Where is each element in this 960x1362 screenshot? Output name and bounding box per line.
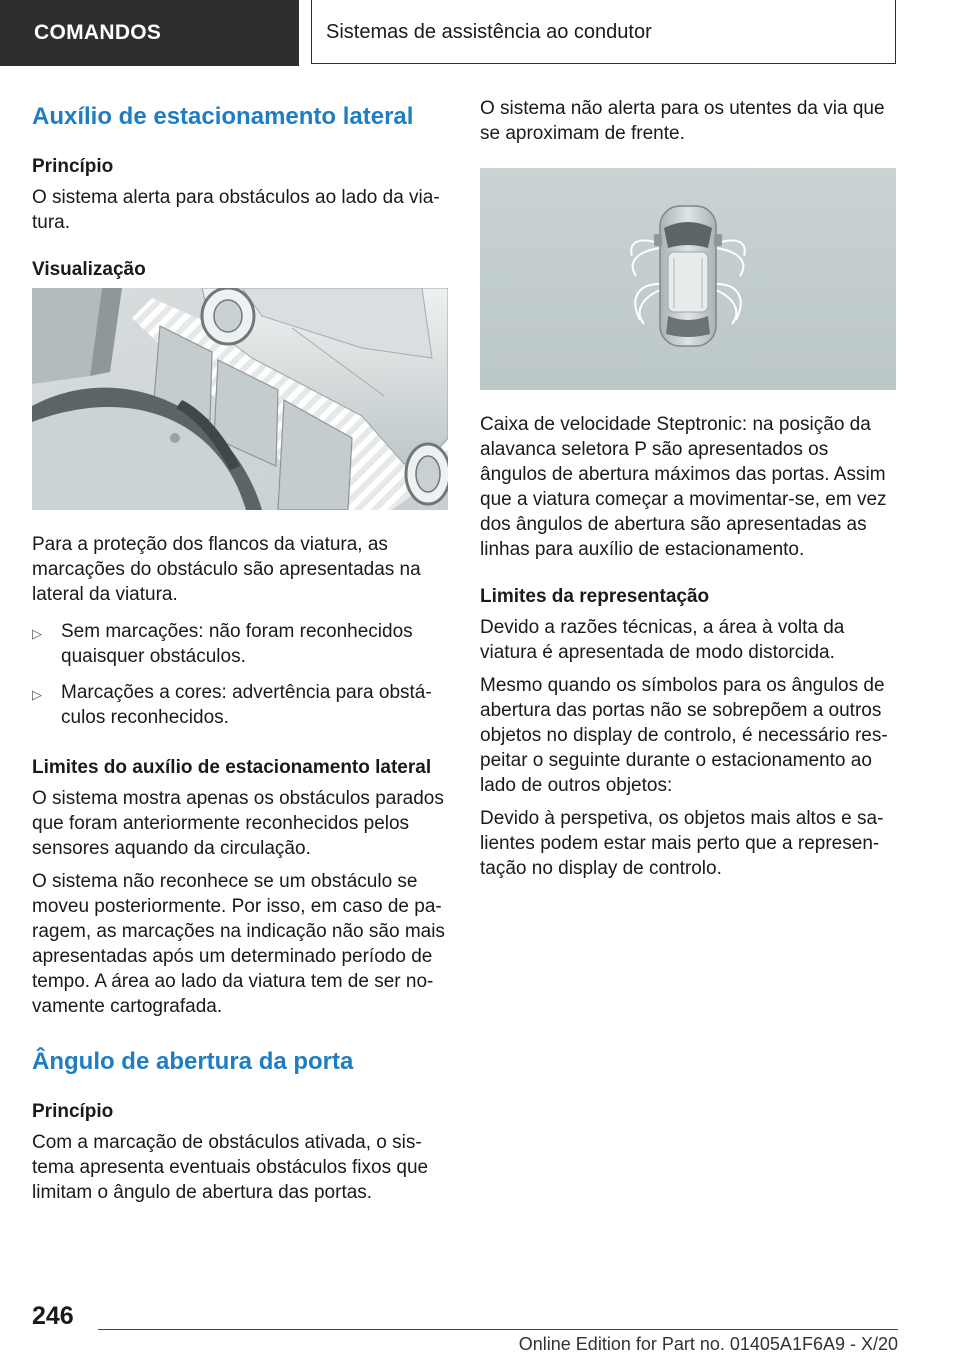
body-text: O sistema não alerta para os utentes da via que se aproximam de frente. — [480, 98, 885, 144]
side-parking-illustration — [32, 288, 448, 510]
display-heading: Visualização — [32, 259, 146, 280]
body-text: Caixa de velocidade Steptronic: na posição da alavanca seletora P são apresentados os ângulos de abertura máximos das portas. Assim que a viatura começar a movimentar-se, em vez dos ângulos de abertura são apresentadas as linhas para auxílio de estacionamento. — [480, 414, 887, 560]
page-footer — [32, 1302, 898, 1362]
limits-heading: Limites do auxílio de estacionamento lateral — [32, 757, 432, 778]
list-item-text: Marcações a cores: advertência para obstáculos reconhecidos. — [61, 682, 432, 728]
list-item-text: Sem marcações: não foram reconhecidos quaisquer obstáculos. — [61, 621, 413, 667]
display-text: Para a proteção dos flancos da viatura, as marcações do obstáculo são apresentadas na lateral da viatura. — [32, 534, 421, 605]
chapter-title: Sistemas de assistência ao condutor — [311, 0, 896, 64]
triangle-right-icon: ▷ — [32, 687, 42, 702]
principle-heading: Princípio — [32, 156, 114, 177]
edition-note: Online Edition for Part no. 01405A1F6A9 - X/20 — [518, 1334, 898, 1354]
right-column — [480, 96, 896, 889]
principle-heading: Princípio — [32, 1101, 114, 1122]
section-title-side-parking: Auxílio de estacionamento lateral — [32, 103, 414, 130]
limits-text: O sistema mostra apenas os obstáculos parados que foram anteriormente reconhecidos pelos sensores aquando da circulação. — [32, 788, 444, 859]
limits-text: O sistema não reconhece se um obstáculo se moveu posteriormente. Por isso, em caso de paragem, as marcações na indicação não são mais apresentadas após um determinado período de tempo. A área ao lado da viatura tem de ser novamente cartografada. — [32, 871, 445, 1017]
footer-divider — [98, 1329, 898, 1330]
section-tab: COMANDOS — [0, 0, 299, 66]
list-item — [32, 680, 448, 730]
principle-text: O sistema alerta para obstáculos ao lado da viatura. — [32, 187, 440, 233]
triangle-right-icon: ▷ — [32, 626, 42, 641]
principle-text: Com a marcação de obstáculos ativada, o sistema apresenta eventuais obstáculos fixos que limitam o ângulo de abertura das portas. — [32, 1132, 429, 1203]
body-text: Devido a razões técnicas, a área à volta da viatura é apresentada de modo distorcida. — [480, 617, 845, 663]
body-text: Mesmo quando os símbolos para os ângulos de abertura das portas não se sobrepõem a outros objetos no display de controlo, é necessário respeitar o seguinte durante o estacionamento ao lado de outros objetos: — [480, 675, 888, 796]
left-column — [32, 96, 448, 1213]
list-item — [32, 619, 448, 669]
door-angle-illustration — [480, 168, 896, 390]
limits-representation-heading: Limites da representação — [480, 586, 710, 607]
page-header — [0, 0, 960, 66]
body-text: Devido à perspetiva, os objetos mais altos e salientes podem estar mais perto que a representação no display de controlo. — [480, 808, 884, 879]
markings-list — [32, 619, 448, 730]
page-number: 246 — [32, 1302, 74, 1330]
section-title-door-angle: Ângulo de abertura da porta — [32, 1048, 354, 1075]
